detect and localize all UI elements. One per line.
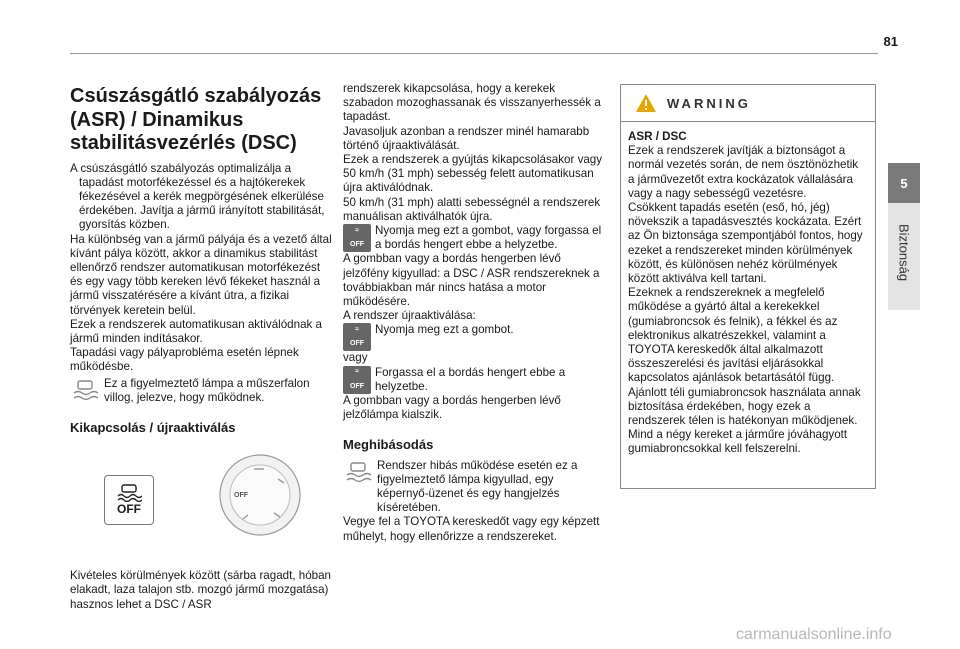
paragraph: rendszerek kikapcsolása, hogy a kerekek szabadon mozoghassanak és visszanyerhessék a tapadást. [343,82,601,124]
paragraph: vagy [343,351,368,365]
lamp-row [70,377,332,405]
paragraph: Ezek a rendszerek automatikusan aktiválódnak a jármű minden indításakor. [70,317,322,345]
paragraph: Ezeknek a rendszereknek a megfelelő működése a gyártó által a kerekekkel (gumiabroncsok és felnik), a fékkel és az elektronikus alkatrészekkel, valamint a TOYOTA kereskedők által alkalmazott összeszerelési és javítási eljárásokkal kapcsolatos ajánlások betartásától függ. [628,286,838,385]
fault-text: Rendszer hibás működése esetén ez a figyelmeztető lámpa kigyullad, egy képernyő-üzenet és egy hangjelzés kíséretében. [377,458,578,515]
step-row [343,366,603,394]
column-1 [70,85,332,612]
column-2 [343,82,603,544]
subsection-title: Kikapcsolás / újraaktiválás [70,419,236,435]
warning-body [621,122,875,457]
warning-heading: ASR / DSC [628,130,687,143]
dsc-off-icon: ≈ OFF [343,366,371,394]
step-row [343,323,603,351]
subsection-title: Meghibásodás [343,437,434,453]
warning-box [620,84,876,489]
paragraph: Javasoljuk azonban a rendszer minél hamarabb történő újraaktiválását. [343,124,590,152]
paragraph: Ezek a rendszerek javítják a biztonságot a normál vezetés során, de nem ösztönözhetik a járművezetőt extra kockázatok vállalására vagy a nagy sebességű vezetésre. [628,144,859,200]
warning-triangle-icon [635,93,657,113]
lamp-text: Ez a figyelmeztető lámpa a műszerfalon villog, jelezve, hogy működnek. [104,376,310,404]
step-text: Nyomja meg ezt a gombot. [375,323,514,337]
fault-row [343,459,603,516]
caption: Kivételes körülmények között (sárba ragadt, hóban elakadt, laza talajon stb. mozgó jármű mozgatása) hasznos lehet a DSC / ASR [70,569,332,611]
paragraph: A rendszer újraaktiválása: [343,309,476,323]
warning-header [621,85,875,122]
chapter-label: Biztonság [896,223,912,282]
watermark: carmanualsonline.info [736,626,892,643]
controls-illustration [70,453,332,563]
dsc-off-icon: ≈ OFF [343,224,371,252]
skid-car-icon [116,484,142,502]
off-label: OFF [117,502,141,517]
paragraph: Mind a négy kereket a járműre jóváhagyott gumiabroncsokkal kell felszerelni. [628,428,848,456]
paragraph: Csökkent tapadás esetén (eső, hó, jég) növekszik a tapadásvesztés kockázata. Ezért az Ön biztonsága szempontjából fontos, hogy ezeket a rendszereket minden körülmények között, és különösen nehéz körülmények között aktiválva kell tartani. [628,201,863,286]
header-rule [70,53,878,54]
stability-warning-lamp-icon [70,377,100,403]
paragraph: Ezek a rendszerek a gyújtás kikapcsolásakor vagy 50 km/h (31 mph) sebesség felett automatikusan újra aktiválódnak. [343,153,603,195]
paragraph: Ajánlott téli gumiabroncsok használata annak biztosítása érdekében, hogy ezek a rendszerek télen is hatékonyan működjenek. [628,385,861,428]
page-number: 81 [883,34,898,49]
step-row [343,224,603,252]
paragraph: Ha különbség van a jármű pályája és a vezető által kívánt pálya között, akkor a dinamikus stabilitást ellenőrző rendszer automatikusan motorfékezést és egy vagy több kereken lévő fékeket használ a jármű visszatérésére a kívánt útra, a fizikai törvények keretein belül. [70,232,332,317]
stability-warning-lamp-icon [343,459,373,485]
intro-paragraph: A csúszásgátló szabályozás optimalizálja a tapadást motorfékezéssel és a hajtókerekek fékezésével a kerék megpörgésének elkerülése érdekében. Javítja a jármű irányított stabilitását, gyorsítás közben. [70,161,325,232]
step-text: Forgassa el a bordás hengert ebbe a helyzetbe. [375,365,566,393]
step-text: Nyomja meg ezt a gombot, vagy forgassa el a bordás hengert ebbe a helyzetbe. [375,224,602,252]
warning-title: WARNING [667,95,751,111]
paragraph: 50 km/h (31 mph) alatti sebességnél a rendszerek manuálisan aktiválhatók újra. [343,195,601,223]
svg-text:OFF: OFF [234,492,248,500]
paragraph: Vegye fel a TOYOTA kereskedőt vagy egy képzett műhelyt, hogy ellenőrizze a rendszereket. [343,515,600,543]
chapter-tab[interactable]: 5 [888,163,920,203]
section-title: Csúszásgátló szabályozás (ASR) / Dinamikus stabilitásvezérlés (DSC) [70,85,322,154]
dsc-off-button [104,475,154,525]
paragraph: A gombban vagy a bordás hengerben lévő jelzőlámpa kialszik. [343,394,561,422]
paragraph: Tapadási vagy pályaprobléma esetén lépnek működésbe. [70,346,299,374]
dsc-off-icon: ≈ OFF [343,323,371,351]
paragraph: A gombban vagy a bordás hengerben lévő jelzőfény kigyullad: a DSC / ASR rendszereknek a továbbiakban már nincs hatása a motor működésére. [343,252,600,309]
drive-mode-dial-icon [218,453,302,537]
